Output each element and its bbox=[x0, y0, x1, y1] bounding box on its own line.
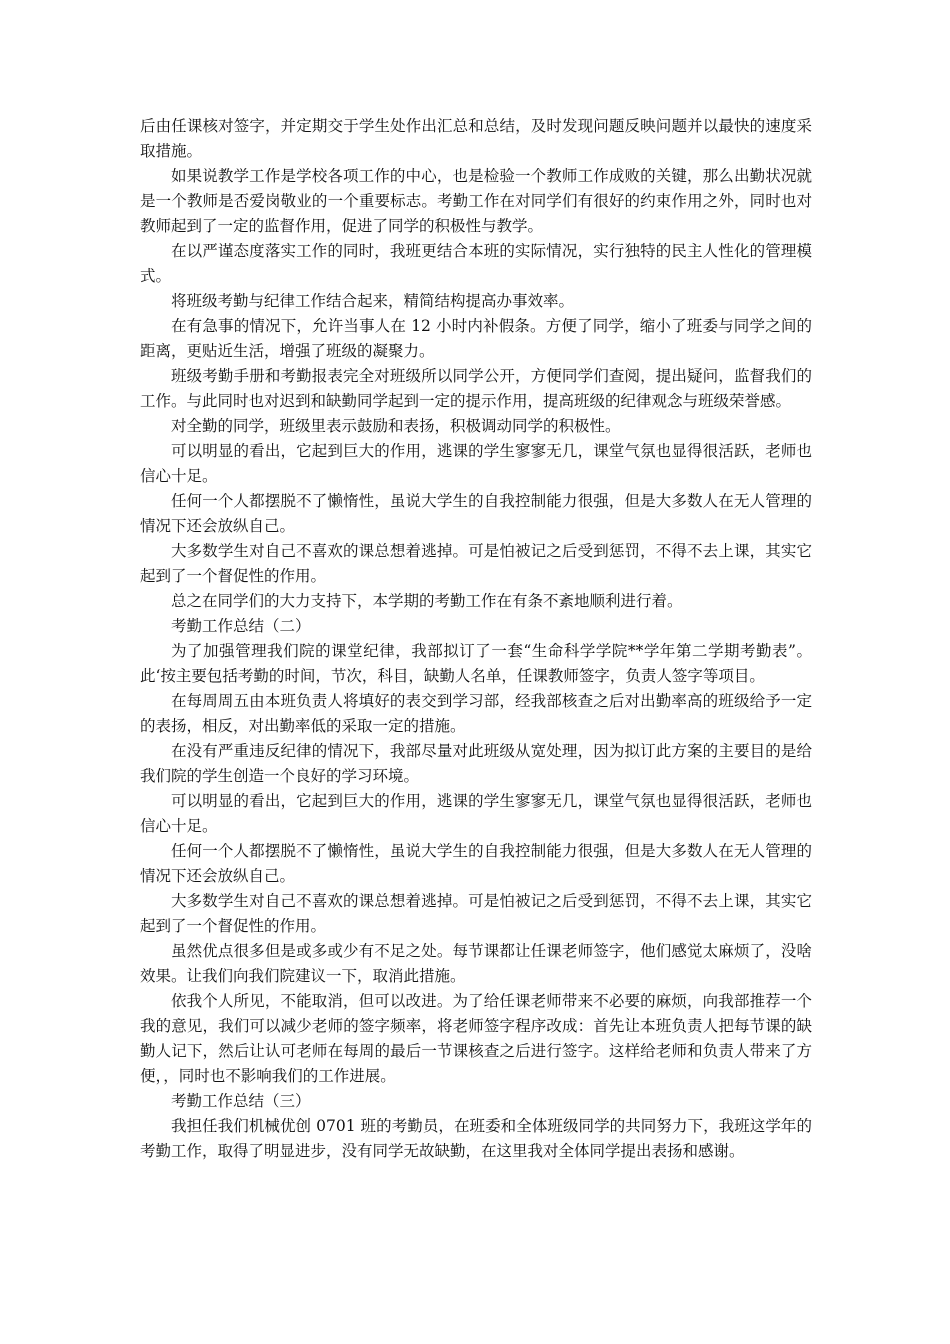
paragraph: 可以明显的看出，它起到巨大的作用，逃课的学生寥寥无几，课堂气氛也显得很活跃，老师也信心十足。 bbox=[140, 792, 812, 835]
section-heading: 考勤工作总结（二） bbox=[171, 617, 311, 635]
paragraph: 在以严谨态度落实工作的同时，我班更结合本班的实际情况，实行独特的民主人性化的管理模式。 bbox=[140, 242, 812, 285]
section-heading: 考勤工作总结（三） bbox=[171, 1092, 311, 1110]
paragraph: 任何一个人都摆脱不了懒惰性，虽说大学生的自我控制能力很强，但是大多数人在无人管理的情况下还会放纵自己。 bbox=[140, 492, 812, 535]
paragraph: 将班级考勤与纪律工作结合起来，精简结构提高办事效率。 bbox=[171, 292, 575, 310]
paragraph: 后由任课核对签字，并定期交于学生处作出汇总和总结，及时发现问题反映问题并以最快的速度采取措施。 bbox=[140, 117, 812, 160]
paragraph: 依我个人所见，不能取消，但可以改进。为了给任课老师带来不必要的麻烦，向我部推荐一个我的意见，我们可以减少老师的签字频率，将老师签字程序改成：首先让本班负责人把每节课的缺勤人记下，然后让认可老师在每周的最后一节课核查之后进行签字。这样给老师和负责人带来了方便，，同时也不影响我们的工作进展。 bbox=[140, 992, 812, 1085]
document-page bbox=[140, 114, 812, 1164]
paragraph: 大多数学生对自己不喜欢的课总想着逃掉。可是怕被记之后受到惩罚，不得不去上课，其实它起到了一个督促性的作用。 bbox=[140, 892, 812, 935]
paragraph: 虽然优点很多但是或多或少有不足之处。每节课都让任课老师签字，他们感觉太麻烦了，没啥效果。让我们向我们院建议一下，取消此措施。 bbox=[140, 942, 812, 985]
paragraph: 我担任我们机械优创 0701 班的考勤员，在班委和全体班级同学的共同努力下，我班这学年的考勤工作，取得了明显进步，没有同学无故缺勤，在这里我对全体同学提出表扬和感谢。 bbox=[140, 1117, 812, 1160]
paragraph: 如果说教学工作是学校各项工作的中心，也是检验一个教师工作成败的关键，那么出勤状况就是一个教师是否爱岗敬业的一个重要标志。考勤工作在对同学们有很好的约束作用之外，同时也对教师起到了一定的监督作用，促进了同学的积极性与教学。 bbox=[140, 167, 812, 235]
paragraph: 为了加强管理我们院的课堂纪律，我部拟订了一套“生命科学学院**学年第二学期考勤表”。此‘按主要包括考勤的时间，节次，科目，缺勤人名单，任课教师签字，负责人签字等项目。 bbox=[140, 642, 812, 685]
paragraph: 总之在同学们的大力支持下，本学期的考勤工作在有条不紊地顺利进行着。 bbox=[171, 592, 683, 610]
paragraph: 班级考勤手册和考勤报表完全对班级所以同学公开，方便同学们查阅，提出疑问，监督我们的工作。与此同时也对迟到和缺勤同学起到一定的提示作用，提高班级的纪律观念与班级荣誉感。 bbox=[140, 367, 812, 410]
paragraph: 任何一个人都摆脱不了懒惰性，虽说大学生的自我控制能力很强，但是大多数人在无人管理的情况下还会放纵自己。 bbox=[140, 842, 812, 885]
paragraph: 对全勤的同学，班级里表示鼓励和表扬，积极调动同学的积极性。 bbox=[171, 417, 621, 435]
paragraph: 可以明显的看出，它起到巨大的作用，逃课的学生寥寥无几，课堂气氛也显得很活跃，老师也信心十足。 bbox=[140, 442, 812, 485]
paragraph: 在没有严重违反纪律的情况下，我部尽量对此班级从宽处理，因为拟订此方案的主要目的是给我们院的学生创造一个良好的学习环境。 bbox=[140, 742, 812, 785]
paragraph: 在有急事的情况下，允许当事人在 12 小时内补假条。方便了同学，缩小了班委与同学之间的距离，更贴近生活，增强了班级的凝聚力。 bbox=[140, 317, 812, 360]
paragraph: 在每周周五由本班负责人将填好的表交到学习部，经我部核查之后对出勤率高的班级给予一定的表扬，相反，对出勤率低的采取一定的措施。 bbox=[140, 692, 812, 735]
paragraph: 大多数学生对自己不喜欢的课总想着逃掉。可是怕被记之后受到惩罚，不得不去上课，其实它起到了一个督促性的作用。 bbox=[140, 542, 812, 585]
